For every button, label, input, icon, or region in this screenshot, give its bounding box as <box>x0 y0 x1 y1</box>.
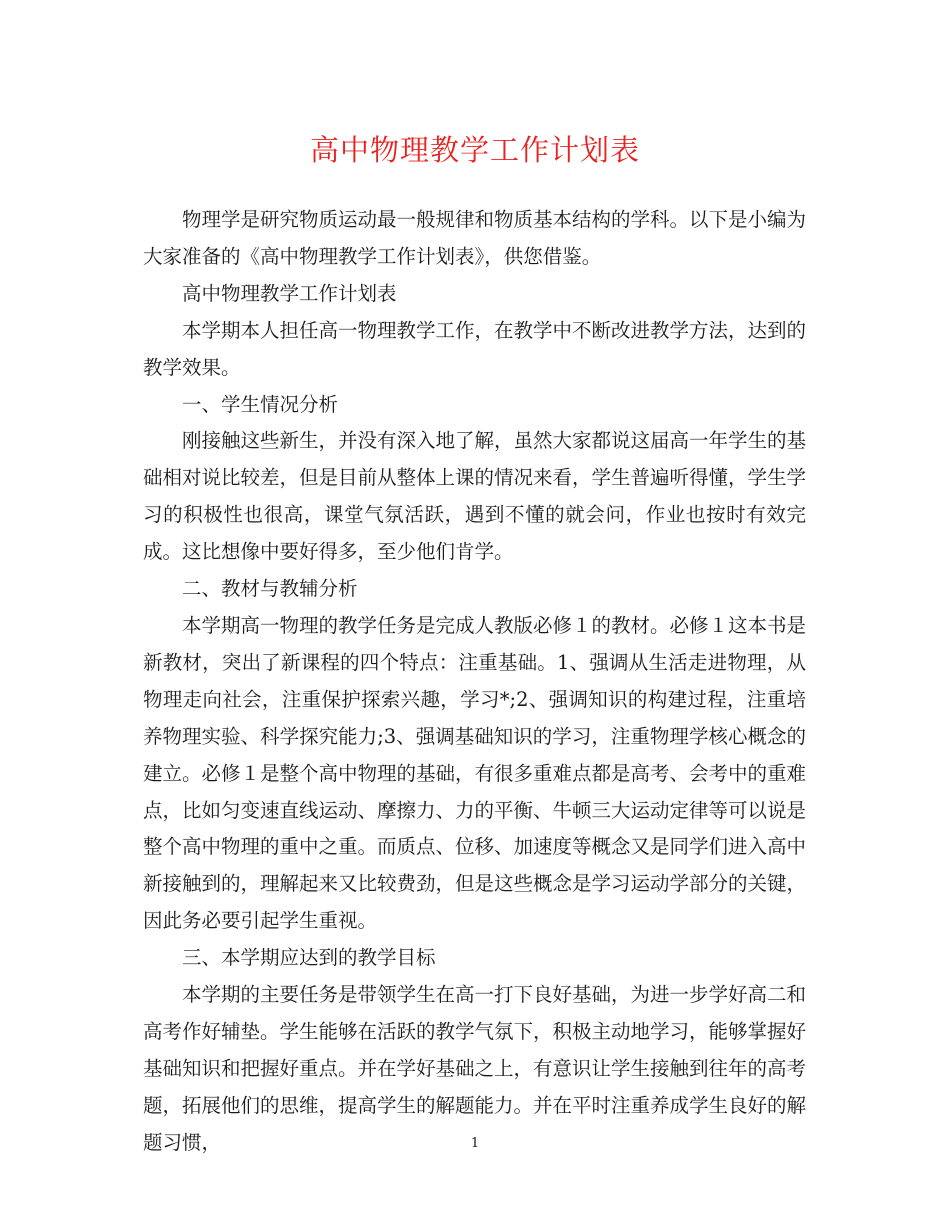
document-title: 高中物理教学工作计划表 <box>309 133 640 167</box>
document-body <box>143 202 806 1162</box>
paragraph-intro: 物理学是研究物质运动最一般规律和物质基本结构的学科。以下是小编为大家准备的《高中物理教学工作计划表》，供您借鉴。 <box>143 208 807 268</box>
section-heading-goals: 三、本学期应达到的教学目标 <box>182 946 436 970</box>
page-number: 1 <box>470 1136 480 1151</box>
paragraph-students: 刚接触这些新生，并没有深入地了解，虽然大家都说这届高一年学生的基础相对说比较差，但是目前从整体上课的情况来看，学生普遍听得懂，学生学习的积极性也很高，课堂气氛活跃，遇到不懂的就会问，作业也按时有效完成。这比想像中要好得多，至少他们肯学。 <box>143 429 807 564</box>
paragraph-overview: 本学期本人担任高一物理教学工作，在教学中不断改进教学方法，达到的教学效果。 <box>143 318 807 379</box>
paragraph-goals: 本学期的主要任务是带领学生在高一打下良好基础，为进一步学好高二和高考作好辅垫。学生能够在活跃的教学气氛下，积极主动地学习，能够掌握好基础知识和把握好重点。并在学好基础之上，有意识让学生接触到往年的高考题，拓展他们的思维，提高学生的解题能力。并在平时注重养成学生良好的解题习惯， <box>143 983 807 1154</box>
section-heading-materials: 二、教材与教辅分析 <box>182 577 358 601</box>
paragraph-subtitle: 高中物理教学工作计划表 <box>182 281 397 305</box>
section-heading-students: 一、学生情况分析 <box>182 392 339 416</box>
paragraph-materials: 本学期高一物理的教学任务是完成人教版必修１的教材。必修１这本书是新教材，突出了新课程的四个特点：注重基础。1、强调从生活走进物理，从物理走向社会，注重保护探索兴趣，学习*;2、强调知识的构建过程，注重培养物理实验、科学探究能力;3、强调基础知识的学习，注重物理学核心概念的建立。必修１是整个高中物理的基础，有很多重难点都是高考、会考中的重难点，比如匀变速直线运动、摩擦力、力的平衡、牛顿三大运动定律等可以说是整个高中物理的重中之重。而质点、位移、加速度等概念又是同学们进入高中新接触到的，理解起来又比较费劲，但是这些概念是学习运动学部分的关键，因此务必要引起学生重视。 <box>143 613 807 933</box>
